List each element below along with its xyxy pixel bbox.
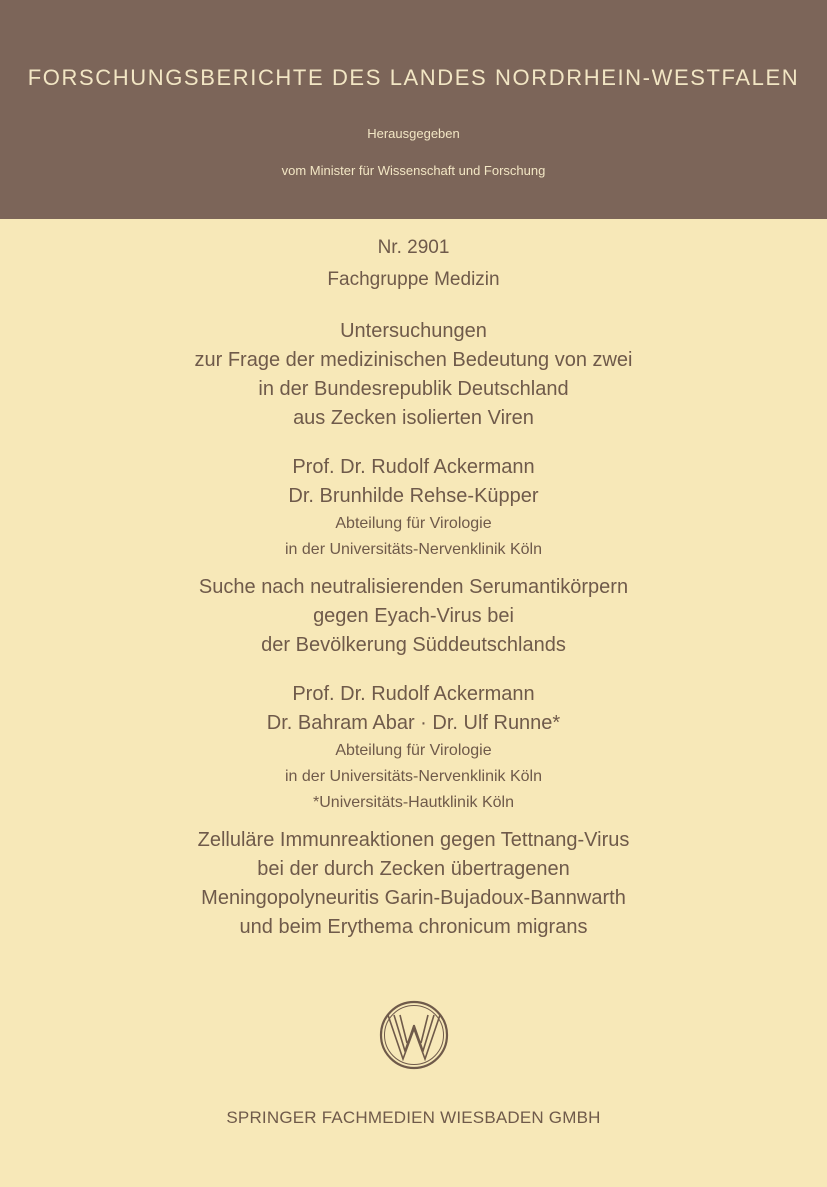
affiliation-line: Abteilung für Virologie	[335, 515, 492, 532]
affiliation-line: *Universitäts-Hautklinik Köln	[313, 794, 514, 811]
series-header-band	[0, 0, 827, 219]
part3-title-line: Meningopolyneuritis Garin-Bujadoux-Bannwarth	[201, 887, 626, 909]
affiliation-line: in der Universitäts-Nervenklinik Köln	[285, 768, 542, 785]
report-number: Nr. 2901	[377, 237, 450, 258]
subject-group: Fachgruppe Medizin	[327, 269, 500, 290]
part2-authors	[0, 680, 827, 738]
editor-label: Herausgegeben	[367, 126, 460, 141]
part2-affiliation	[0, 738, 827, 816]
series-title: FORSCHUNGSBERICHTE DES LANDES NORDRHEIN-WESTFALEN	[27, 65, 800, 90]
part3-title-line: und beim Erythema chronicum migrans	[239, 916, 588, 938]
part2-title-line: Suche nach neutralisierenden Serumantikörpern	[198, 576, 629, 598]
part1-title-line: zur Frage der medizinischen Bedeutung von zwei	[194, 349, 633, 371]
editor-name: vom Minister für Wissenschaft und Forschung	[281, 163, 546, 178]
part1-title	[0, 317, 827, 433]
part1-title-line: in der Bundesrepublik Deutschland	[258, 378, 569, 400]
affiliation-line: in der Universitäts-Nervenklinik Köln	[285, 541, 542, 558]
part2-title-line: gegen Eyach-Virus bei	[313, 605, 514, 627]
part1-title-line: Untersuchungen	[340, 320, 487, 342]
author-name: Dr. Bahram Abar · Dr. Ulf Runne*	[266, 712, 561, 734]
part1-authors	[0, 453, 827, 511]
part3-title	[0, 826, 827, 942]
part2-title-line: der Bevölkerung Süddeutschlands	[261, 634, 566, 656]
author-name: Prof. Dr. Rudolf Ackermann	[292, 683, 535, 705]
part3-title-line: bei der durch Zecken übertragenen	[257, 858, 570, 880]
part2-title	[0, 573, 827, 660]
publisher-name: SPRINGER FACHMEDIEN WIESBADEN GMBH	[226, 1108, 601, 1127]
westdeutscher-verlag-logo-icon	[378, 999, 450, 1071]
cover-content	[0, 219, 827, 942]
part3-title-line: Zelluläre Immunreaktionen gegen Tettnang-Virus	[197, 829, 630, 851]
affiliation-line: Abteilung für Virologie	[335, 742, 492, 759]
author-name: Dr. Brunhilde Rehse-Küpper	[288, 485, 539, 507]
author-name: Prof. Dr. Rudolf Ackermann	[292, 456, 535, 478]
part1-title-line: aus Zecken isolierten Viren	[293, 407, 534, 429]
part1-affiliation	[0, 511, 827, 563]
